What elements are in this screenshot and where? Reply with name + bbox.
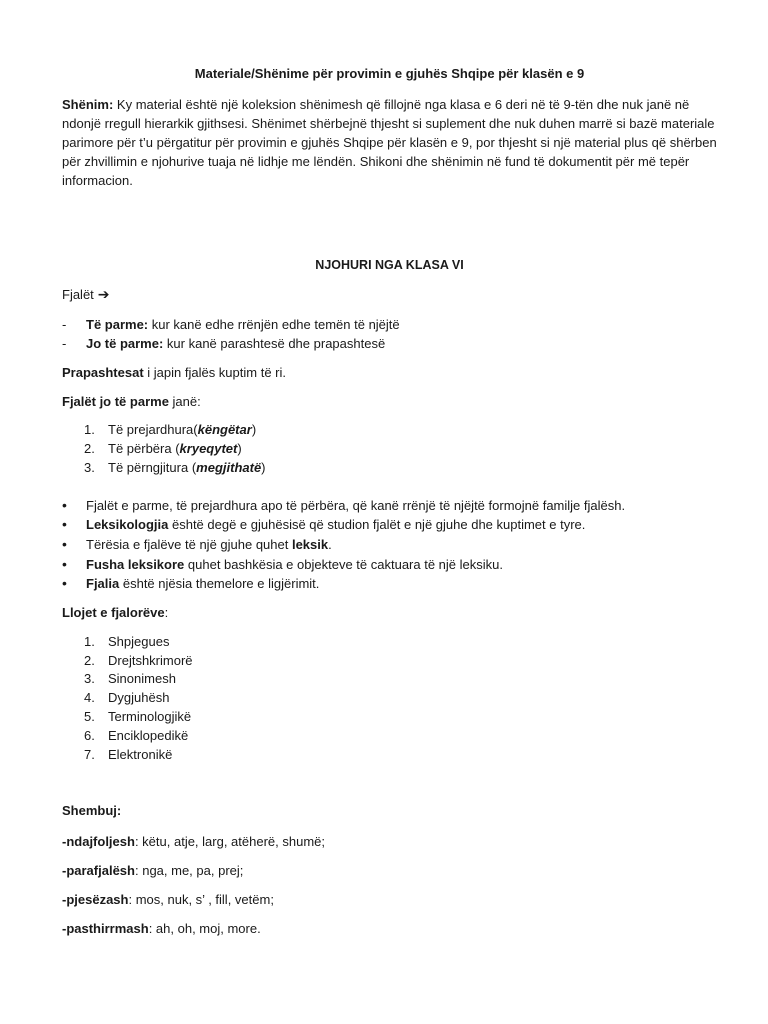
bullet-icon: • [62, 575, 67, 591]
list-item: 1. Të prejardhura(këngëtar) [84, 422, 257, 437]
dash-term: Të parme: [86, 317, 149, 332]
dash-item: - Të parme: kur kanë edhe rrënjën edhe temën të njëjtë [62, 317, 400, 332]
dash-text: kur kanë parashtesë dhe prapashtesë [163, 336, 386, 351]
dash-term: Jo të parme: [86, 336, 164, 351]
prapashtesat-line: Prapashtesat i japin fjalës kuptim të ri. [62, 365, 286, 380]
example-line: -pasthirrmash: ah, oh, moj, more. [62, 921, 261, 936]
list-item: 6. Enciklopedikë [84, 728, 189, 743]
list-item: 3. Të përngjitura (megjithatë) [84, 460, 266, 475]
list-item: 5. Terminologjikë [84, 709, 192, 724]
bullet-icon: • [62, 516, 67, 532]
list-item: 4. Dygjuhësh [84, 690, 170, 705]
bullet-icon: • [62, 497, 67, 513]
example-line: -ndajfoljesh: këtu, atje, larg, atëherë, shumë; [62, 834, 326, 849]
bullet-item: • Tërësia e fjalëve të një gjuhe quhet leksik. [62, 536, 332, 552]
dash-text: kur kanë edhe rrënjën edhe temën të njëjtë [148, 317, 400, 332]
section-title: NJOHURI NGA KLASA VI [315, 258, 464, 272]
shembuj-heading: Shembuj: [62, 803, 122, 818]
dash-item: - Jo të parme: kur kanë parashtesë dhe prapashtesë [62, 336, 386, 351]
arrow-right-icon: ➔ [97, 286, 110, 302]
list-item: 3. Sinonimesh [84, 671, 176, 686]
jo-parme-heading: Fjalët jo të parme janë: [62, 394, 201, 409]
list-item: 7. Elektronikë [84, 747, 173, 762]
bullet-item: • Fjalët e parme, të prejardhura apo të përbëra, që kanë rrënjë të njëjtë formojnë familje fjalësh. [62, 497, 626, 513]
llojet-heading: Llojet e fjalorëve: [62, 605, 169, 620]
list-item: 2. Të përbëra (kryeqytet) [84, 441, 242, 456]
bullet-icon: • [62, 556, 67, 572]
example-line: -parafjalësh: nga, me, pa, prej; [62, 863, 244, 878]
bullet-item: • Fjalia është njësia themelore e ligjërimit. [62, 575, 320, 591]
fjalet-label: Fjalët [62, 287, 94, 302]
list-item: 2. Drejtshkrimorë [84, 653, 193, 668]
intro-label: Shënim: [62, 97, 114, 112]
example-line: -pjesëzash: mos, nuk, s’ , fill, vetëm; [62, 892, 274, 907]
intro-paragraph [62, 95, 717, 190]
intro-text: Ky material është një koleksion shënimesh që fillojnë nga klasa e 6 deri në të 9-tën dhe nuk janë në ndonjë rregull hierarkik gjithsesi. Shënimet shërbejnë thjesht si suplement dhe nuk duhen marrë si bazë materiale parimore për t’u përgatitur për provimin e gjuhës Shqipe për klasën e 9, por thjesht si një material plus që shërben për zhvillimin e njohurive tuaja në lidhje me lëndën. Shikoni dhe shënimin në fund të dokumentit për më tepër informacion. [62, 97, 717, 188]
list-item: 1. Shpjegues [84, 634, 170, 649]
bullet-item: • Leksikologjia është degë e gjuhësisë që studion fjalët e një gjuhe dhe kuptimet e tyre. [62, 516, 586, 532]
bullet-icon: • [62, 536, 67, 552]
bullet-item: • Fusha leksikore quhet bashkësia e objekteve të caktuara të një leksiku. [62, 556, 503, 572]
fjalet-line [62, 285, 110, 304]
document-title: Materiale/Shënime për provimin e gjuhës Shqipe për klasën e 9 [194, 66, 585, 81]
